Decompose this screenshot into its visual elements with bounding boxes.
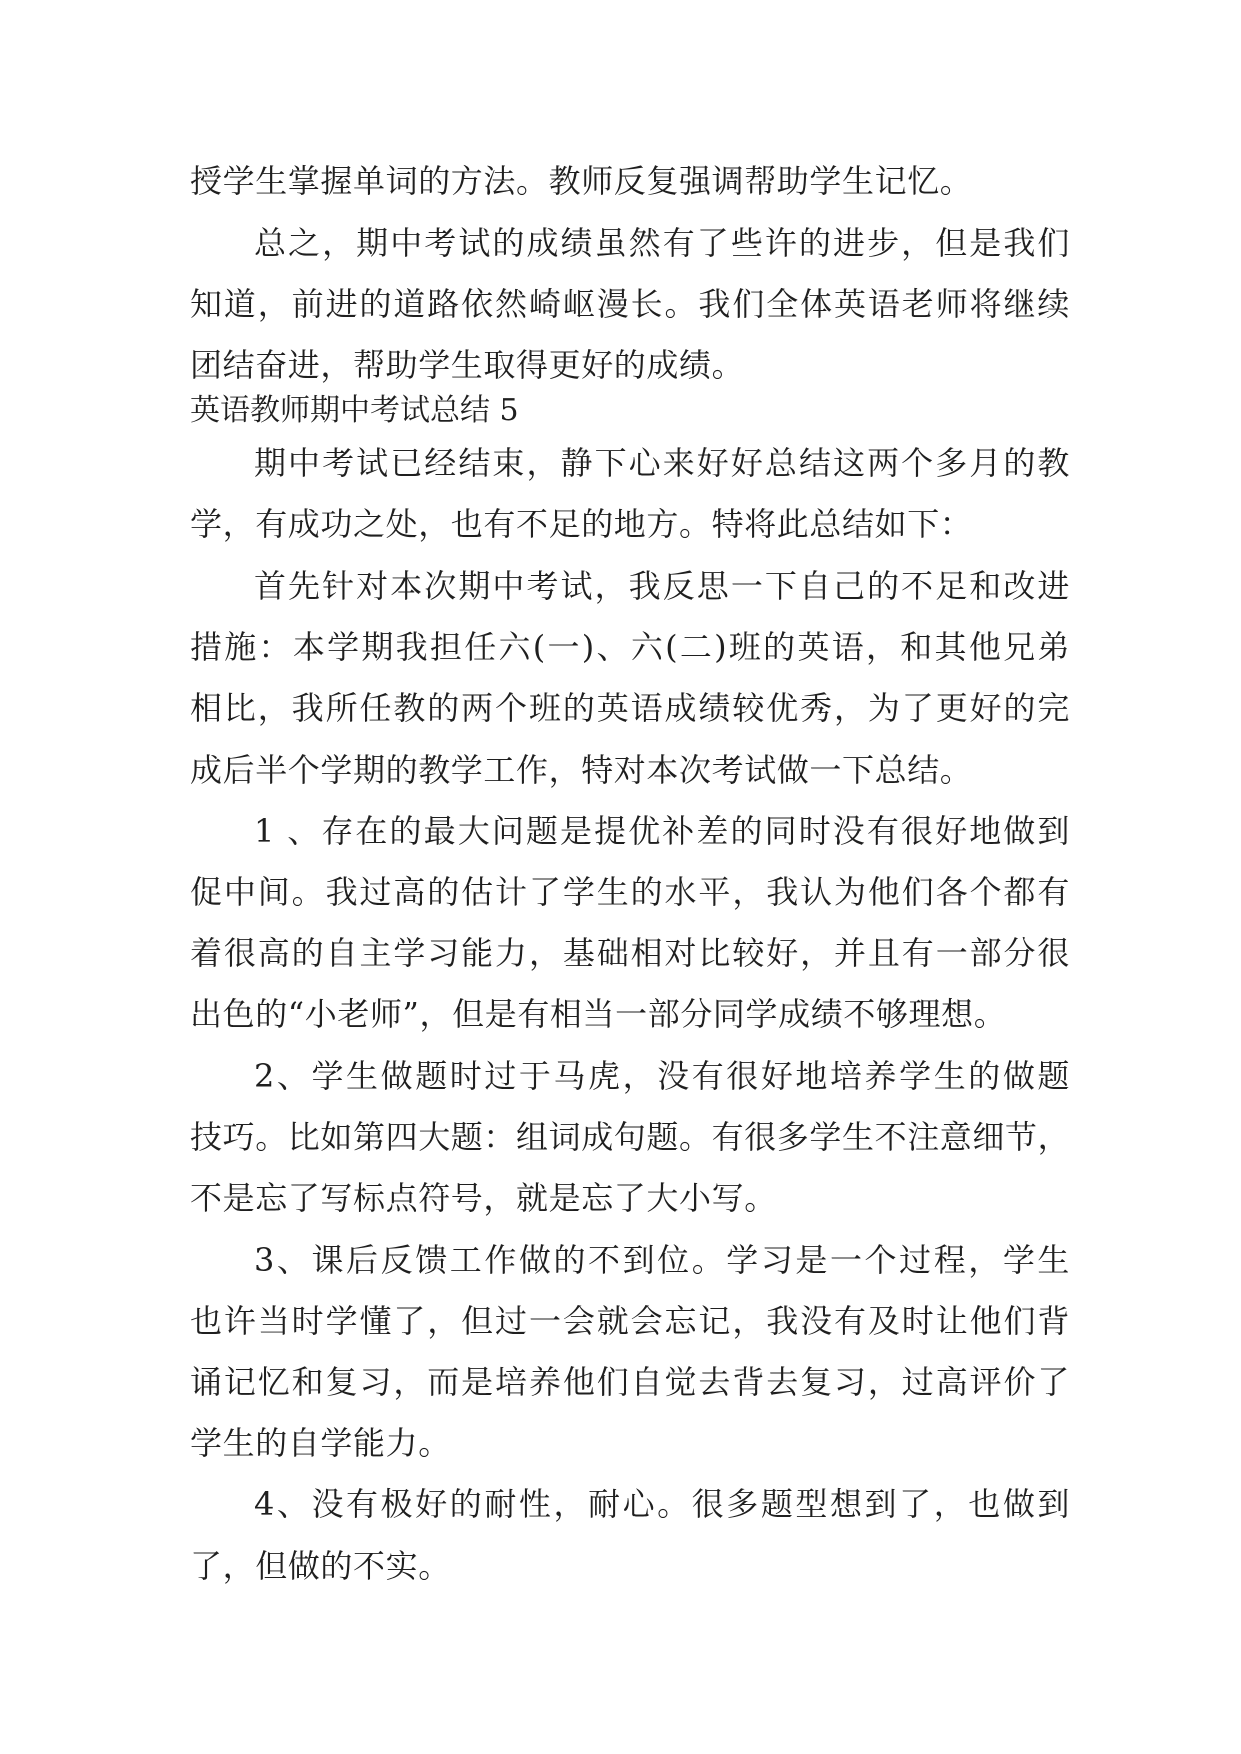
text-line: 相比，我所任教的两个班的英语成绩较优秀，为了更好的完 (190, 689, 1070, 727)
paragraph-first-line: 期中考试已经结束，静下心来好好总结这两个多月的教 (254, 444, 1070, 482)
text-line: 也许当时学懂了，但过一会就会忘记，我没有及时让他们背 (190, 1302, 1070, 1340)
text-line: 出色的“小老师”，但是有相当一部分同学成绩不够理想。 (190, 995, 1007, 1033)
text-line: 不是忘了写标点符号，就是忘了大小写。 (190, 1179, 777, 1217)
paragraph-first-line: 首先针对本次期中考试，我反思一下自己的不足和改进 (254, 567, 1070, 605)
text-line: 着很高的自主学习能力，基础相对比较好，并且有一部分很 (190, 934, 1070, 972)
text-line: 了，但做的不实。 (190, 1547, 451, 1585)
text-line: 技巧。比如第四大题：组词成句题。有很多学生不注意细节， (190, 1118, 1071, 1156)
text-line: 学生的自学能力。 (190, 1424, 451, 1462)
text-line: 措施：本学期我担任六(一)、六(二)班的英语，和其他兄弟 (190, 628, 1070, 666)
text-line: 成后半个学期的教学工作，特对本次考试做一下总结。 (190, 751, 973, 789)
text-line: 授学生掌握单词的方法。教师反复强调帮助学生记忆。 (190, 162, 973, 200)
text-line: 促中间。我过高的估计了学生的水平，我认为他们各个都有 (190, 873, 1070, 911)
text-line: 学，有成功之处，也有不足的地方。特将此总结如下： (190, 505, 973, 543)
text-line: 诵记忆和复习，而是培养他们自觉去背去复习，过高评价了 (190, 1363, 1070, 1401)
paragraph-first-line: 总之，期中考试的成绩虽然有了些许的进步，但是我们 (254, 224, 1070, 262)
section-heading: 英语教师期中考试总结 5 (190, 393, 519, 428)
paragraph-first-line: 3、课后反馈工作做的不到位。学习是一个过程，学生 (254, 1241, 1070, 1279)
text-line: 知道，前进的道路依然崎岖漫长。我们全体英语老师将继续 (190, 285, 1070, 323)
paragraph-first-line: 2、学生做题时过于马虎，没有很好地培养学生的做题 (254, 1057, 1070, 1095)
paragraph-first-line: 1 、存在的最大问题是提优补差的同时没有很好地做到 (254, 812, 1070, 850)
paragraph-first-line: 4、没有极好的耐性，耐心。很多题型想到了，也做到 (254, 1485, 1070, 1523)
text-line: 团结奋进，帮助学生取得更好的成绩。 (190, 346, 745, 384)
